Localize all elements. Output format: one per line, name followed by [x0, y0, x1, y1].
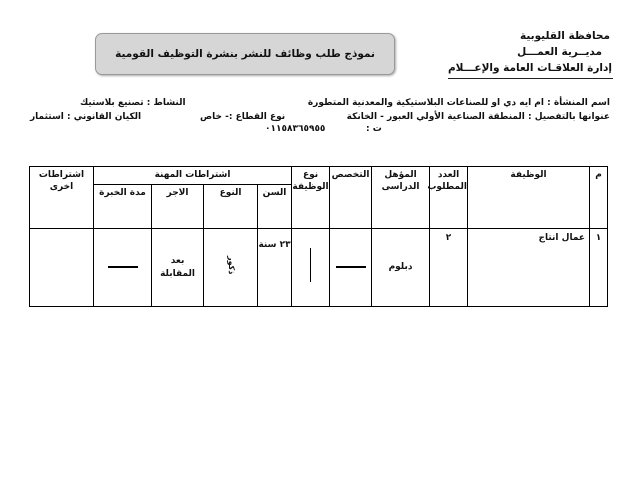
- header-age: السن: [258, 185, 292, 229]
- form-title: نموذج طلب وظائف للنشر بنشرة التوظيف القومية: [115, 48, 375, 60]
- cell-other-conditions: [30, 229, 94, 307]
- header-job: الوظيفة: [468, 167, 590, 229]
- table-row: [30, 229, 608, 307]
- jobs-table: [29, 166, 608, 307]
- header-qualification: المؤهل الدراسى: [372, 167, 430, 229]
- header-profession-conditions: اشتراطات المهنة: [94, 167, 292, 185]
- department-heading: إدارة العلاقـات العامة والإعـــلام: [447, 62, 612, 74]
- directorate-heading: مديــرية العمـــل: [517, 46, 602, 58]
- form-title-box: [95, 33, 395, 75]
- facility-address: عنوانها بالتفصيل : المنطقة الصناعية الأولي العبور - الخانكة: [346, 112, 610, 122]
- cell-experience: [94, 229, 152, 307]
- header-specialization: التخصص: [330, 167, 372, 229]
- department-underline: [448, 78, 613, 79]
- header-experience: مدة الخبرة: [94, 185, 152, 229]
- facility-name: اسم المنشأة : ام ايه دي او للصناعات البلاستيكية والمعدنية المتطورة: [307, 98, 610, 108]
- facility-legal-entity: الكيان القانوني : استثمار: [30, 112, 142, 122]
- header-num: م: [590, 167, 608, 229]
- cell-qualification: دبلوم: [372, 229, 430, 307]
- cell-gender: [204, 229, 258, 307]
- facility-activity: النشاط : تصنيع بلاستيك: [80, 98, 186, 108]
- facility-sector: نوع القطاع :- خاص: [200, 112, 286, 122]
- header-salary: الاجر: [152, 185, 204, 229]
- cell-specialization: [330, 229, 372, 307]
- header-gender: النوع: [204, 185, 258, 229]
- facility-phone-label: ت :: [366, 124, 382, 134]
- governorate-heading: محافظة القليوبية: [520, 30, 610, 42]
- cell-salary: بعد المقابلة: [152, 229, 204, 307]
- cell-count: ٢: [430, 229, 468, 307]
- header-count: العدد المطلوب: [430, 167, 468, 229]
- cell-job: عمال انتاج: [468, 229, 590, 307]
- header-job-type: نوع الوظيفة: [292, 167, 330, 229]
- cell-age: ٢٣ سنة: [258, 229, 292, 307]
- header-other-conditions: اشتراطات اخرى: [30, 167, 94, 229]
- facility-phone-value: ٠١١٥٨٣٦٥٩٥٥: [265, 124, 326, 134]
- gender-vertical-text: ذكور: [226, 256, 236, 275]
- cell-job-type: [292, 229, 330, 307]
- cell-num: ١: [590, 229, 608, 307]
